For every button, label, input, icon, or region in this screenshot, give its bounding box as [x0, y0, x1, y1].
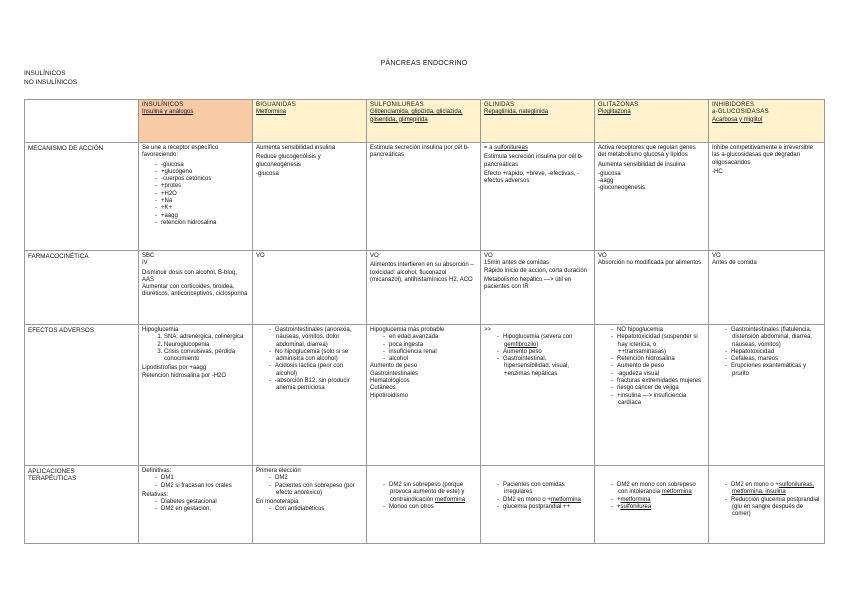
- cell-efectos-glinidas: [481, 325, 595, 466]
- cell-aplicaciones-sulfonilureas: [367, 466, 481, 544]
- cell-text: Hipoglucemia: [142, 327, 179, 333]
- cell-list: [256, 327, 363, 393]
- cell-text: Hematológicos: [370, 378, 410, 385]
- list-item: - DM1: [162, 475, 249, 482]
- column-title-line2: a-GLUCOSIDASAS: [712, 109, 769, 116]
- cell-list: [256, 475, 363, 497]
- list-item: - +glucógeno: [162, 169, 249, 176]
- cell-farmaco-glitazonas: [595, 251, 709, 325]
- cell-text: VO: [712, 253, 721, 259]
- cell-text: VO: [370, 253, 379, 259]
- list-item: - Gastrointestinal, hipersensibilidad, visual, +enzimas hepáticas: [504, 356, 591, 378]
- cell-list: [712, 482, 821, 518]
- document-title: PÁNCREAS ENDOCRINO: [380, 60, 468, 67]
- cell-text: >>: [484, 327, 492, 333]
- cell-mecanismo-glitazonas: [595, 143, 709, 251]
- header-biguanidas: [253, 100, 367, 143]
- cell-farmaco-biguanidas: [253, 251, 367, 325]
- cell-mecanismo-glinidas: [481, 143, 595, 251]
- row-label-aplicaciones: [25, 466, 139, 544]
- column-title: INHIBIDORES: [712, 102, 755, 108]
- text-run: DM2 en mono con sobrepeso con intolerancia: [617, 482, 696, 496]
- list-item: - +K+: [162, 205, 249, 212]
- list-item: [618, 504, 705, 511]
- column-title: BIGUANIDAS: [256, 102, 297, 108]
- list-item: - fracturas extremidades mujeres: [618, 378, 705, 385]
- list-item: - retención hidrosalina: [162, 220, 249, 227]
- row-label-line: TERAPÉUTICAS: [28, 475, 77, 483]
- cell-text: Alimentos interfieren en su absorción – toxicidad: alcohol, fluconazol (micanazol), antihistamínicos H2, ACO: [370, 262, 474, 283]
- list-item: 1. SNA: adrenérgica, colinérgica: [164, 334, 249, 341]
- row-farmacocinetica: [25, 251, 825, 325]
- cell-text: Aumento de peso: [370, 363, 418, 370]
- cell-list: [142, 499, 249, 514]
- column-title: GLINIDAS: [484, 102, 515, 108]
- list-item: - DM2 si fracasan los orales: [162, 483, 249, 490]
- header-empty-cell: [25, 100, 139, 143]
- list-item: - DM2 en gestación,: [162, 506, 249, 513]
- cell-ordered-list: [142, 334, 249, 363]
- cell-text: Se une a receptor específico favoreciendo:: [142, 145, 219, 159]
- cell-text: Relativas:: [142, 491, 169, 498]
- list-item: - Gastrointestinales (flatulencia, distensión abdominal, diarrea, náuseas, vómitos): [732, 327, 821, 349]
- list-item: - insuficiencia renal: [390, 349, 477, 356]
- header-glinidas: [481, 100, 595, 143]
- column-title: INSULÍNICOS: [142, 102, 184, 108]
- text-run-underlined: sulfonilureas: [494, 145, 528, 151]
- cell-text: -aagg: [598, 178, 614, 185]
- cell-text: -glucosa: [598, 170, 621, 177]
- list-item: - alcohol: [390, 356, 477, 363]
- text-run: = a: [484, 145, 495, 151]
- list-item: - Hepatotoxicidad (suspender si hay ictericia, o ++transaminasas): [618, 334, 705, 356]
- list-item: - Monoo con otros: [390, 504, 477, 511]
- list-item: - +aagg: [162, 213, 249, 220]
- row-mecanismo: [25, 143, 825, 251]
- row-label-mecanismo: MECANISMO DE ACCIÓN: [25, 143, 139, 251]
- row-label-line: APLICACIONES: [28, 468, 75, 475]
- cell-text: Hipoglucemia más probable: [370, 327, 445, 333]
- cell-text: -gluconeogénesis: [598, 185, 646, 192]
- column-subtitle: Pioglitazona: [598, 109, 631, 116]
- list-item: - Cefaleas, mareos: [732, 356, 821, 363]
- text-run-underlined: metformina: [550, 496, 581, 503]
- list-item: - No hipoglucemia (solo si se administra con alcohol): [276, 349, 363, 364]
- cell-text: VO: [598, 253, 607, 259]
- list-item: - NO hipoglucemia: [618, 327, 705, 334]
- text-run-underlined: sulfonilurea: [620, 503, 652, 510]
- cell-text: Reduce glucogenólisis y gluconeogénesis: [256, 154, 321, 168]
- cell-mecanismo-insulinicos: [139, 143, 253, 251]
- cell-text: Primera elección: [256, 468, 301, 474]
- text-run-underlined: gemfibrozilo: [504, 341, 537, 348]
- list-item: [618, 497, 705, 504]
- cell-farmaco-insulinicos: [139, 251, 253, 325]
- text-run: DM2 en mono o +: [731, 482, 779, 488]
- column-title: SULFONILUREAS: [370, 102, 424, 108]
- list-item: - DM2: [276, 475, 363, 482]
- list-item: - Erupciones exantemáticas y prurito: [732, 363, 821, 378]
- cell-text: Definitivas:: [142, 468, 172, 474]
- row-label-farmacocinetica: FARMACOCINÉTICA: [25, 251, 139, 325]
- list-item: - Reducción glucemia postprandial (glu en sangre después de comer): [732, 497, 821, 519]
- list-item: [732, 482, 821, 497]
- cell-text: Cutáneos: [370, 385, 396, 392]
- column-subtitle: Glibenclamida, glipizida, gliclazida, glisentida, glimepirida: [370, 109, 463, 123]
- list-item: - Hepatotoxicidad: [732, 349, 821, 356]
- cell-list: [142, 162, 249, 228]
- list-item: - Aumento peso: [504, 349, 591, 356]
- cell-efectos-inhibidores: [709, 325, 825, 466]
- column-subtitle: Insulina y análogos: [142, 109, 194, 116]
- text-run-underlined: metformina: [435, 496, 466, 503]
- cell-mecanismo-inhibidores: [709, 143, 825, 251]
- cell-efectos-sulfonilureas: [367, 325, 481, 466]
- cell-farmaco-glinidas: [481, 251, 595, 325]
- cell-text: En monoterapia: [256, 499, 299, 506]
- cell-text: Rápido inicio de acción, corta duración: [484, 267, 588, 274]
- cell-text: Activa receptores que regulan genes del metabolismo glucosa y lípidos: [598, 145, 696, 159]
- list-item: - Diabetes gestacional: [162, 499, 249, 506]
- list-item: [390, 482, 477, 504]
- cell-aplicaciones-insulinicos: [139, 466, 253, 544]
- cell-list: [370, 334, 477, 363]
- text-run: ): [536, 341, 539, 348]
- column-title: GLITAZONAS: [598, 102, 639, 108]
- side-label-insulinicos: INSULÍNICOS: [24, 70, 66, 77]
- cell-text: Antes de comida: [712, 260, 757, 267]
- cell-text: Aumenta sensibilidad de insulina: [598, 161, 686, 168]
- cell-text: Aumenta sensibilidad insulina: [256, 145, 336, 151]
- cell-text: VO: [256, 253, 265, 259]
- cell-text: Hipotiroidismo: [370, 392, 409, 399]
- cell-aplicaciones-biguanidas: [253, 466, 367, 544]
- text-run: +: [617, 496, 621, 503]
- text-run: Hipoglucemia (severa con: [503, 334, 573, 341]
- cell-text: IV: [142, 260, 148, 267]
- list-item: [504, 334, 591, 349]
- cell-efectos-glitazonas: [595, 325, 709, 466]
- cell-aplicaciones-inhibidores: [709, 466, 825, 544]
- cell-text: [484, 145, 591, 152]
- row-label-efectos: EFECTOS ADVERSOS: [25, 325, 139, 466]
- side-labels: [24, 69, 77, 87]
- list-item: - Pacientes con sobrepeso (por efecto anoréxico): [276, 483, 363, 498]
- cell-mecanismo-sulfonilureas: [367, 143, 481, 251]
- cell-aplicaciones-glitazonas: [595, 466, 709, 544]
- list-item: - -cuerpos cetónicos: [162, 176, 249, 183]
- list-item: - Gastrointestinales (anorexia, náuseas, vómitos, dolor abdominal, diarrea): [276, 327, 363, 349]
- cell-list: [142, 475, 249, 490]
- cell-text: Retención hidrosalina por -H2O: [142, 372, 227, 379]
- list-item: 2. Neuroglucopenia: [164, 342, 249, 349]
- column-subtitle: Repaglinida, nateglinida: [484, 109, 549, 116]
- list-item: - -agudeza visual: [618, 371, 705, 378]
- list-item: - en edad avanzada: [390, 334, 477, 341]
- cell-text: Absorción no modificada por alimentos: [598, 260, 702, 267]
- cell-text: Metabolismo hepático —> útil en pacientes con IR: [484, 276, 572, 291]
- text-run: DM2 en mono o +: [503, 496, 551, 503]
- text-run: DM2 sin sobrepeso (porque provoca aumento de este) y contraindicación: [389, 482, 465, 503]
- cell-list: [484, 482, 591, 511]
- cell-text: Disminuir dosis con alcohol, B-bloq, AAS: [142, 269, 238, 283]
- cell-list: [598, 327, 705, 407]
- list-item: - glucemia postprandial ++: [504, 504, 591, 511]
- cell-list: [256, 506, 363, 513]
- header-inhibidores: [709, 100, 825, 143]
- list-item: - +H2O: [162, 191, 249, 198]
- cell-efectos-insulinicos: [139, 325, 253, 466]
- cell-list: [598, 482, 705, 511]
- cell-farmaco-inhibidores: [709, 251, 825, 325]
- cell-text: Estimula secreción insulina por cél b-pancreáticas: [370, 145, 470, 159]
- list-item: - +protes: [162, 183, 249, 190]
- list-item: - +Na: [162, 198, 249, 205]
- cell-efectos-biguanidas: [253, 325, 367, 466]
- cell-list: [712, 327, 821, 378]
- row-aplicaciones: [25, 466, 825, 544]
- list-item: - +insulina —> insuficiencia cardíaca: [618, 393, 705, 408]
- cell-text: Estimula secreción insulina por cél b-pancreáticas: [484, 154, 584, 168]
- header-row: [25, 100, 825, 143]
- list-item: - riesgo cáncer de vejiga: [618, 385, 705, 392]
- cell-text: VO: [484, 253, 493, 259]
- row-efectos-adversos: [25, 325, 825, 466]
- list-item: [618, 482, 705, 497]
- text-run: +: [617, 503, 621, 510]
- list-item: - Aumento de peso: [618, 363, 705, 370]
- cell-text: Lipodistrofias por +aagg: [142, 365, 207, 372]
- text-run-underlined: metformina: [661, 489, 692, 496]
- list-item: - Con antidiabéticos: [276, 506, 363, 513]
- cell-farmaco-sulfonilureas: [367, 251, 481, 325]
- header-sulfonilureas: [367, 100, 481, 143]
- cell-aplicaciones-glinidas: [481, 466, 595, 544]
- list-item: - Pacientes con comidas irregulares: [504, 482, 591, 497]
- drug-comparison-table: [24, 99, 825, 544]
- cell-text: -HC: [712, 168, 723, 175]
- column-subtitle: Acarbosa y miglitol: [712, 116, 763, 123]
- cell-list: [484, 334, 591, 378]
- cell-text: SBC: [142, 253, 155, 259]
- list-item: [504, 497, 591, 504]
- cell-mecanismo-biguanidas: [253, 143, 367, 251]
- list-item: - -glucosa: [162, 162, 249, 169]
- list-item: - poca ingesta: [390, 342, 477, 349]
- side-label-no-insulinicos: NO INSULÍNICOS: [24, 79, 78, 86]
- cell-text: -glucosa: [256, 170, 279, 177]
- cell-text: 15min antes de comidas: [484, 260, 550, 267]
- list-item: - -absorción B12, sin producir anemia perniciosa: [276, 378, 363, 393]
- cell-text: Gastrointestinales: [370, 370, 419, 377]
- header-insulinicos: [139, 100, 253, 143]
- text-run-underlined: metformina: [620, 496, 651, 503]
- header-glitazonas: [595, 100, 709, 143]
- cell-text: Aumentar con corticoides, tiroidea, diuréticos, anticonceptivos, ciclosporina: [142, 284, 248, 298]
- list-item: - Acidosis láctica (peor con alcohol): [276, 363, 363, 378]
- cell-text: Inhibe competitivamente e irreversible las a-glucosidasas que degradan oligosacáridos: [712, 145, 814, 166]
- cell-text: Efecto +rápido, +breve, -efectivas, -efectos adversos: [484, 170, 580, 185]
- text-run-underlined: sulfonilureas, metformina, insulina: [732, 482, 815, 496]
- cell-list: [370, 482, 477, 511]
- column-subtitle: Metformina: [256, 109, 287, 116]
- list-item: - Retención hidrosalina: [618, 356, 705, 363]
- list-item: 3. Crisis convulsivas, pérdida conocimiento: [164, 349, 249, 364]
